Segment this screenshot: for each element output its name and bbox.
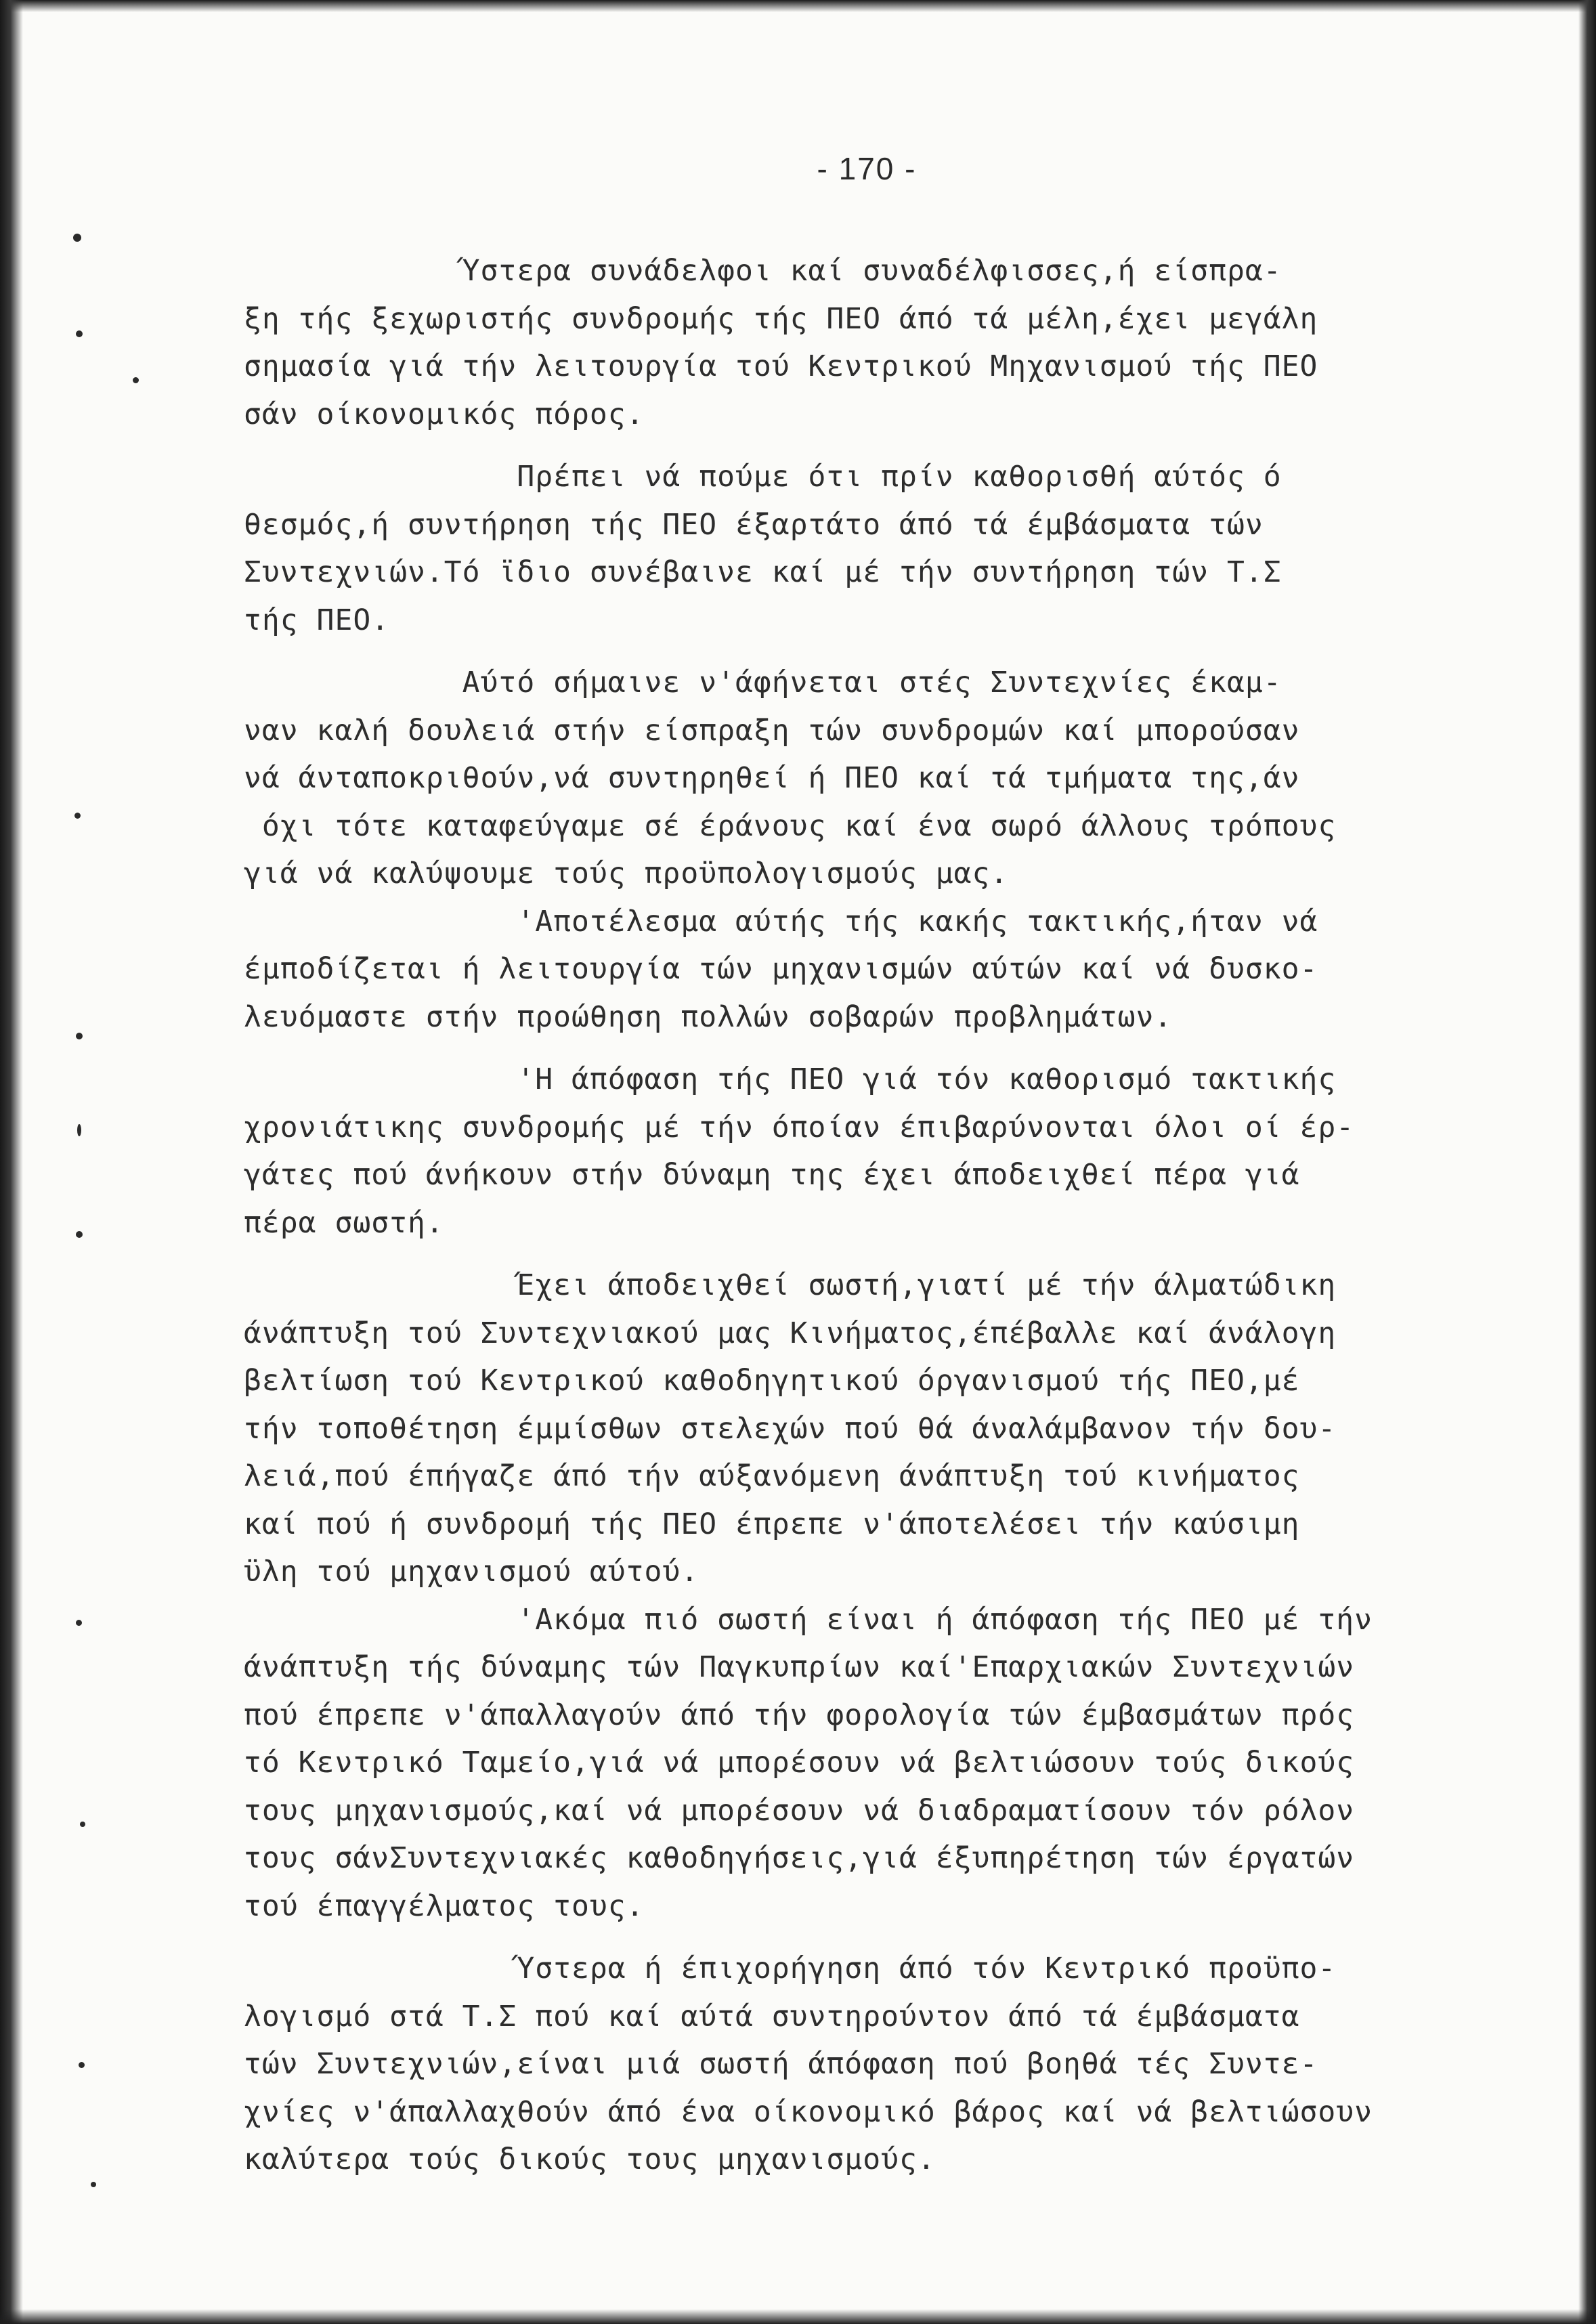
page-number: - 170 - bbox=[817, 151, 917, 186]
text-line: καί πού ή συνδρομή τής ΠΕΟ έπρεπε ν'άποτελέσει τήν καύσιμη bbox=[244, 1507, 1300, 1541]
text-line: πέρα σωστή. bbox=[244, 1205, 444, 1240]
text-line: τών Συντεχνιών,είναι μιά σωστή άπόφαση πού βοηθά τές Συντε- bbox=[244, 2047, 1318, 2081]
document-body bbox=[244, 247, 1503, 2184]
scan-speck bbox=[76, 1033, 83, 1039]
text-line: πού έπρεπε ν'άπαλλαγούν άπό τήν φορολογία τών έμβασμάτων πρός bbox=[244, 1698, 1355, 1732]
paragraph bbox=[244, 1945, 1503, 2184]
scan-speck bbox=[133, 377, 139, 383]
paragraph bbox=[244, 659, 1503, 898]
scan-edge-left bbox=[0, 0, 23, 2324]
scan-speck bbox=[80, 1822, 85, 1827]
text-line: τους σάνΣυντεχνιακές καθοδηγήσεις,γιά έξυπηρέτηση τών έργατών bbox=[244, 1841, 1355, 1875]
scan-edge-top bbox=[0, 0, 1596, 12]
text-line: λειά,πού έπήγαζε άπό τήν αύξανόμενη άνάπτυξη τού κινήματος bbox=[244, 1459, 1300, 1493]
text-line: γάτες πού άνήκουν στήν δύναμη της έχει άποδειχθεί πέρα γιά bbox=[244, 1158, 1300, 1192]
paragraph bbox=[244, 1056, 1503, 1247]
text-line: Αύτό σήμαινε ν'άφήνεται στές Συντεχνίες έκαμ- bbox=[244, 666, 1282, 700]
text-line: τήν τοποθέτηση έμμίσθων στελεχών πού θά άναλάμβανον τήν δου- bbox=[244, 1411, 1337, 1446]
text-line: Ύστερα ή έπιχορήγηση άπό τόν Κεντρικό προϋπο- bbox=[244, 1952, 1337, 1985]
text-line: ναν καλή δουλειά στήν είσπραξη τών συνδρομών καί μπορούσαν bbox=[244, 713, 1300, 748]
scan-speck bbox=[74, 813, 81, 819]
text-line: 'Η άπόφαση τής ΠΕΟ γιά τόν καθορισμό τακτικής bbox=[244, 1062, 1337, 1096]
scan-edge-bottom bbox=[0, 2309, 1596, 2324]
text-line: καλύτερα τούς δικούς τους μηχανισμούς. bbox=[244, 2143, 936, 2176]
scan-speck bbox=[76, 1620, 82, 1626]
text-line: Έχει άποδειχθεί σωστή,γιατί μέ τήν άλματώδικη bbox=[244, 1268, 1337, 1302]
text-line: ξη τής ξεχωριστής συνδρομής τής ΠΕΟ άπό τά μέλη,έχει μεγάλη bbox=[244, 301, 1318, 336]
paragraph bbox=[244, 453, 1503, 644]
text-line: Ύστερα συνάδελφοι καί συναδέλφισσες,ή είσπρα- bbox=[244, 254, 1282, 288]
text-line: σημασία γιά τήν λειτουργία τού Κεντρικού Μηχανισμού τής ΠΕΟ bbox=[244, 349, 1318, 383]
scan-speck bbox=[77, 1124, 81, 1136]
text-line: τους μηχανισμούς,καί νά μπορέσουν νά διαδραματίσουν τόν ρόλον bbox=[244, 1793, 1355, 1828]
text-line: τό Κεντρικό Ταμείο,γιά νά μπορέσουν νά βελτιώσουν τούς δικούς bbox=[244, 1746, 1355, 1780]
text-line: βελτίωση τού Κεντρικού καθοδηγητικού όργανισμού τής ΠΕΟ,μέ bbox=[244, 1364, 1300, 1398]
text-line: Συντεχνιών.Τό ϊδιο συνέβαινε καί μέ τήν συντήρηση τών Τ.Σ bbox=[244, 555, 1282, 589]
paragraph bbox=[244, 1596, 1503, 1931]
text-line: άνάπτυξη τού Συντεχνιακού μας Κινήματος,έπέβαλλε καί άνάλογη bbox=[244, 1316, 1337, 1350]
scan-speck bbox=[91, 2182, 96, 2187]
text-line: λογισμό στά Τ.Σ πού καί αύτά συντηρούντον άπό τά έμβάσματα bbox=[244, 1999, 1300, 2034]
text-line: γιά νά καλύψουμε τούς προϋπολογισμούς μας. bbox=[244, 857, 1009, 890]
text-line: ϋλη τού μηχανισμού αύτού. bbox=[244, 1555, 699, 1589]
text-line: όχι τότε καταφεύγαμε σέ έράνους καί ένα σωρό άλλους τρόπους bbox=[244, 809, 1337, 843]
scan-speck bbox=[76, 1231, 83, 1238]
text-line: χνίες ν'άπαλλαχθούν άπό ένα οίκονομικό βάρος καί νά βελτιώσουν bbox=[244, 2094, 1373, 2129]
text-line: θεσμός,ή συντήρηση τής ΠΕΟ έξαρτάτο άπό τά έμβάσματα τών bbox=[244, 507, 1264, 542]
text-line: έμποδίζεται ή λειτουργία τών μηχανισμών αύτών καί νά δυσκο- bbox=[244, 952, 1318, 986]
scan-speck bbox=[73, 234, 81, 242]
text-line: Πρέπει νά πούμε ότι πρίν καθορισθή αύτός ό bbox=[244, 460, 1282, 494]
text-line: τού έπαγγέλματος τους. bbox=[244, 1889, 645, 1923]
paragraph bbox=[244, 1262, 1503, 1596]
scan-speck bbox=[76, 330, 83, 337]
text-line: άνάπτυξη τής δύναμης τών Παγκυπρίων καί'Επαρχιακών Συντεχνιών bbox=[244, 1650, 1355, 1684]
text-line: τής ΠΕΟ. bbox=[244, 603, 390, 637]
text-line: σάν οίκονομικός πόρος. bbox=[244, 397, 645, 431]
text-line: χρονιάτικης συνδρομής μέ τήν όποίαν έπιβαρύνονται όλοι οί έρ- bbox=[244, 1110, 1355, 1144]
paragraph bbox=[244, 898, 1503, 1041]
paragraph bbox=[244, 247, 1503, 438]
text-line: 'Ακόμα πιό σωστή είναι ή άπόφαση τής ΠΕΟ μέ τήν bbox=[244, 1602, 1373, 1637]
scan-edge-right bbox=[1578, 0, 1596, 2324]
text-line: νά άνταποκριθούν,νά συντηρηθεί ή ΠΕΟ καί τά τμήματα της,άν bbox=[244, 761, 1300, 795]
text-line: 'Αποτέλεσμα αύτής τής κακής τακτικής,ήταν νά bbox=[244, 904, 1318, 939]
scan-speck bbox=[79, 2062, 85, 2068]
text-line: λευόμαστε στήν προώθηση πολλών σοβαρών προβλημάτων. bbox=[244, 999, 1173, 1034]
